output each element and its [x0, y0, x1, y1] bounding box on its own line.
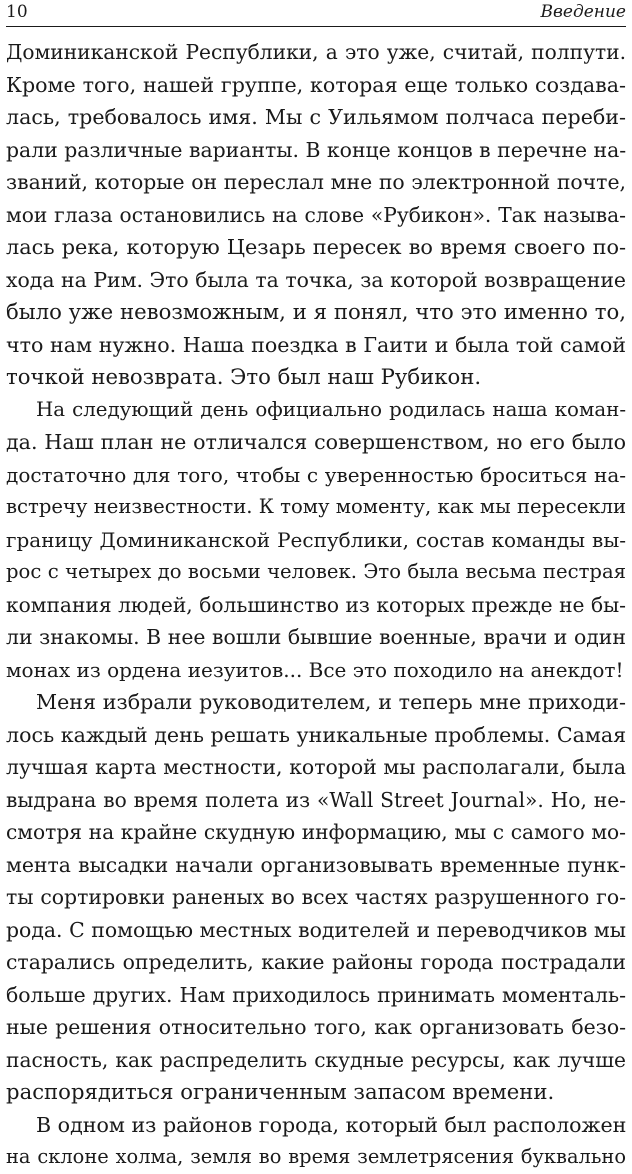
body-text	[6, 36, 626, 1174]
text-line: ты сортировки раненых во всех частях разрушенного го-	[6, 885, 626, 909]
text-line: что нам нужно. Наша поездка в Гаити и была той самой	[6, 332, 626, 357]
text-line: званий, которые он переслал мне по электронной почте,	[6, 170, 626, 194]
paragraph-first-line: Меня избрали руководителем, и теперь мне приходи-	[36, 690, 626, 714]
text-line: компания людей, большинство из которых прежде не бы-	[6, 592, 626, 617]
text-line: хода на Рим. Это была та точка, за которой возвращение	[6, 267, 626, 292]
text-line: точкой невозврата. Это был наш Рубикон.	[6, 364, 482, 389]
text-line: рос с четырех до восьми человек. Это была весьма пестрая	[6, 560, 626, 583]
text-line: мента высадки начали организовывать временные пунк-	[6, 852, 626, 877]
text-line: Доминиканской Республики, а это уже, считай, полпути.	[6, 40, 626, 64]
text-line: лась река, которую Цезарь пересек во время своего по-	[6, 235, 626, 259]
text-line: мои глаза остановились на слове «Рубикон». Так называ-	[6, 202, 626, 227]
running-head	[6, 0, 626, 27]
text-line: Кроме того, нашей группе, которая еще только создава-	[6, 72, 626, 97]
text-line: монах из ордена иезуитов... Все это походило на анекдот!	[6, 657, 624, 682]
text-line: достаточно для того, чтобы с уверенностью броситься на-	[6, 462, 626, 487]
text-line: встречу неизвестности. К тому моменту, как мы пересекли	[6, 495, 626, 518]
text-line: старались определить, какие районы города пострадали	[6, 950, 626, 974]
page-number: 10	[6, 2, 28, 22]
text-line: на склоне холма, земля во время землетрясения буквально	[6, 1145, 626, 1168]
text-line: лучшая карта местности, которой мы располагали, была	[6, 755, 626, 779]
text-line: ли знакомы. В нее вошли бывшие военные, врачи и один	[6, 625, 626, 649]
text-line: больше других. Нам приходилось принимать моменталь-	[6, 982, 626, 1007]
paragraph-first-line: В одном из районов города, который был расположен	[36, 1112, 626, 1137]
text-line: смотря на крайне скудную информацию, мы с самого мо-	[6, 820, 626, 844]
text-line: выдрана во время полета из «Wall Street Journal». Но, не-	[6, 787, 626, 812]
text-line: рода. С помощью местных водителей и переводчиков мы	[6, 917, 626, 942]
text-line: пасность, как распределить скудные ресурсы, как лучше	[6, 1047, 626, 1072]
text-line: рали различные варианты. В конце концов в перечне на-	[6, 137, 626, 162]
text-line: ные решения относительно того, как организовать безо-	[6, 1015, 626, 1039]
text-line: распорядиться ограниченным запасом времени.	[6, 1079, 555, 1104]
text-line: границу Доминиканской Республики, состав команды вы-	[6, 527, 626, 552]
text-line: лась, требовалось имя. Мы с Уильямом полчаса переби-	[6, 105, 626, 129]
section-title: Введение	[540, 2, 626, 22]
text-line: да. Наш план не отличался совершенством, но его было	[6, 430, 626, 454]
text-line: лось каждый день решать уникальные проблемы. Самая	[6, 722, 626, 747]
paragraph-first-line: На следующий день официально родилась наша коман-	[36, 397, 626, 421]
text-line: было уже невозможным, и я понял, что это именно то,	[6, 299, 626, 324]
